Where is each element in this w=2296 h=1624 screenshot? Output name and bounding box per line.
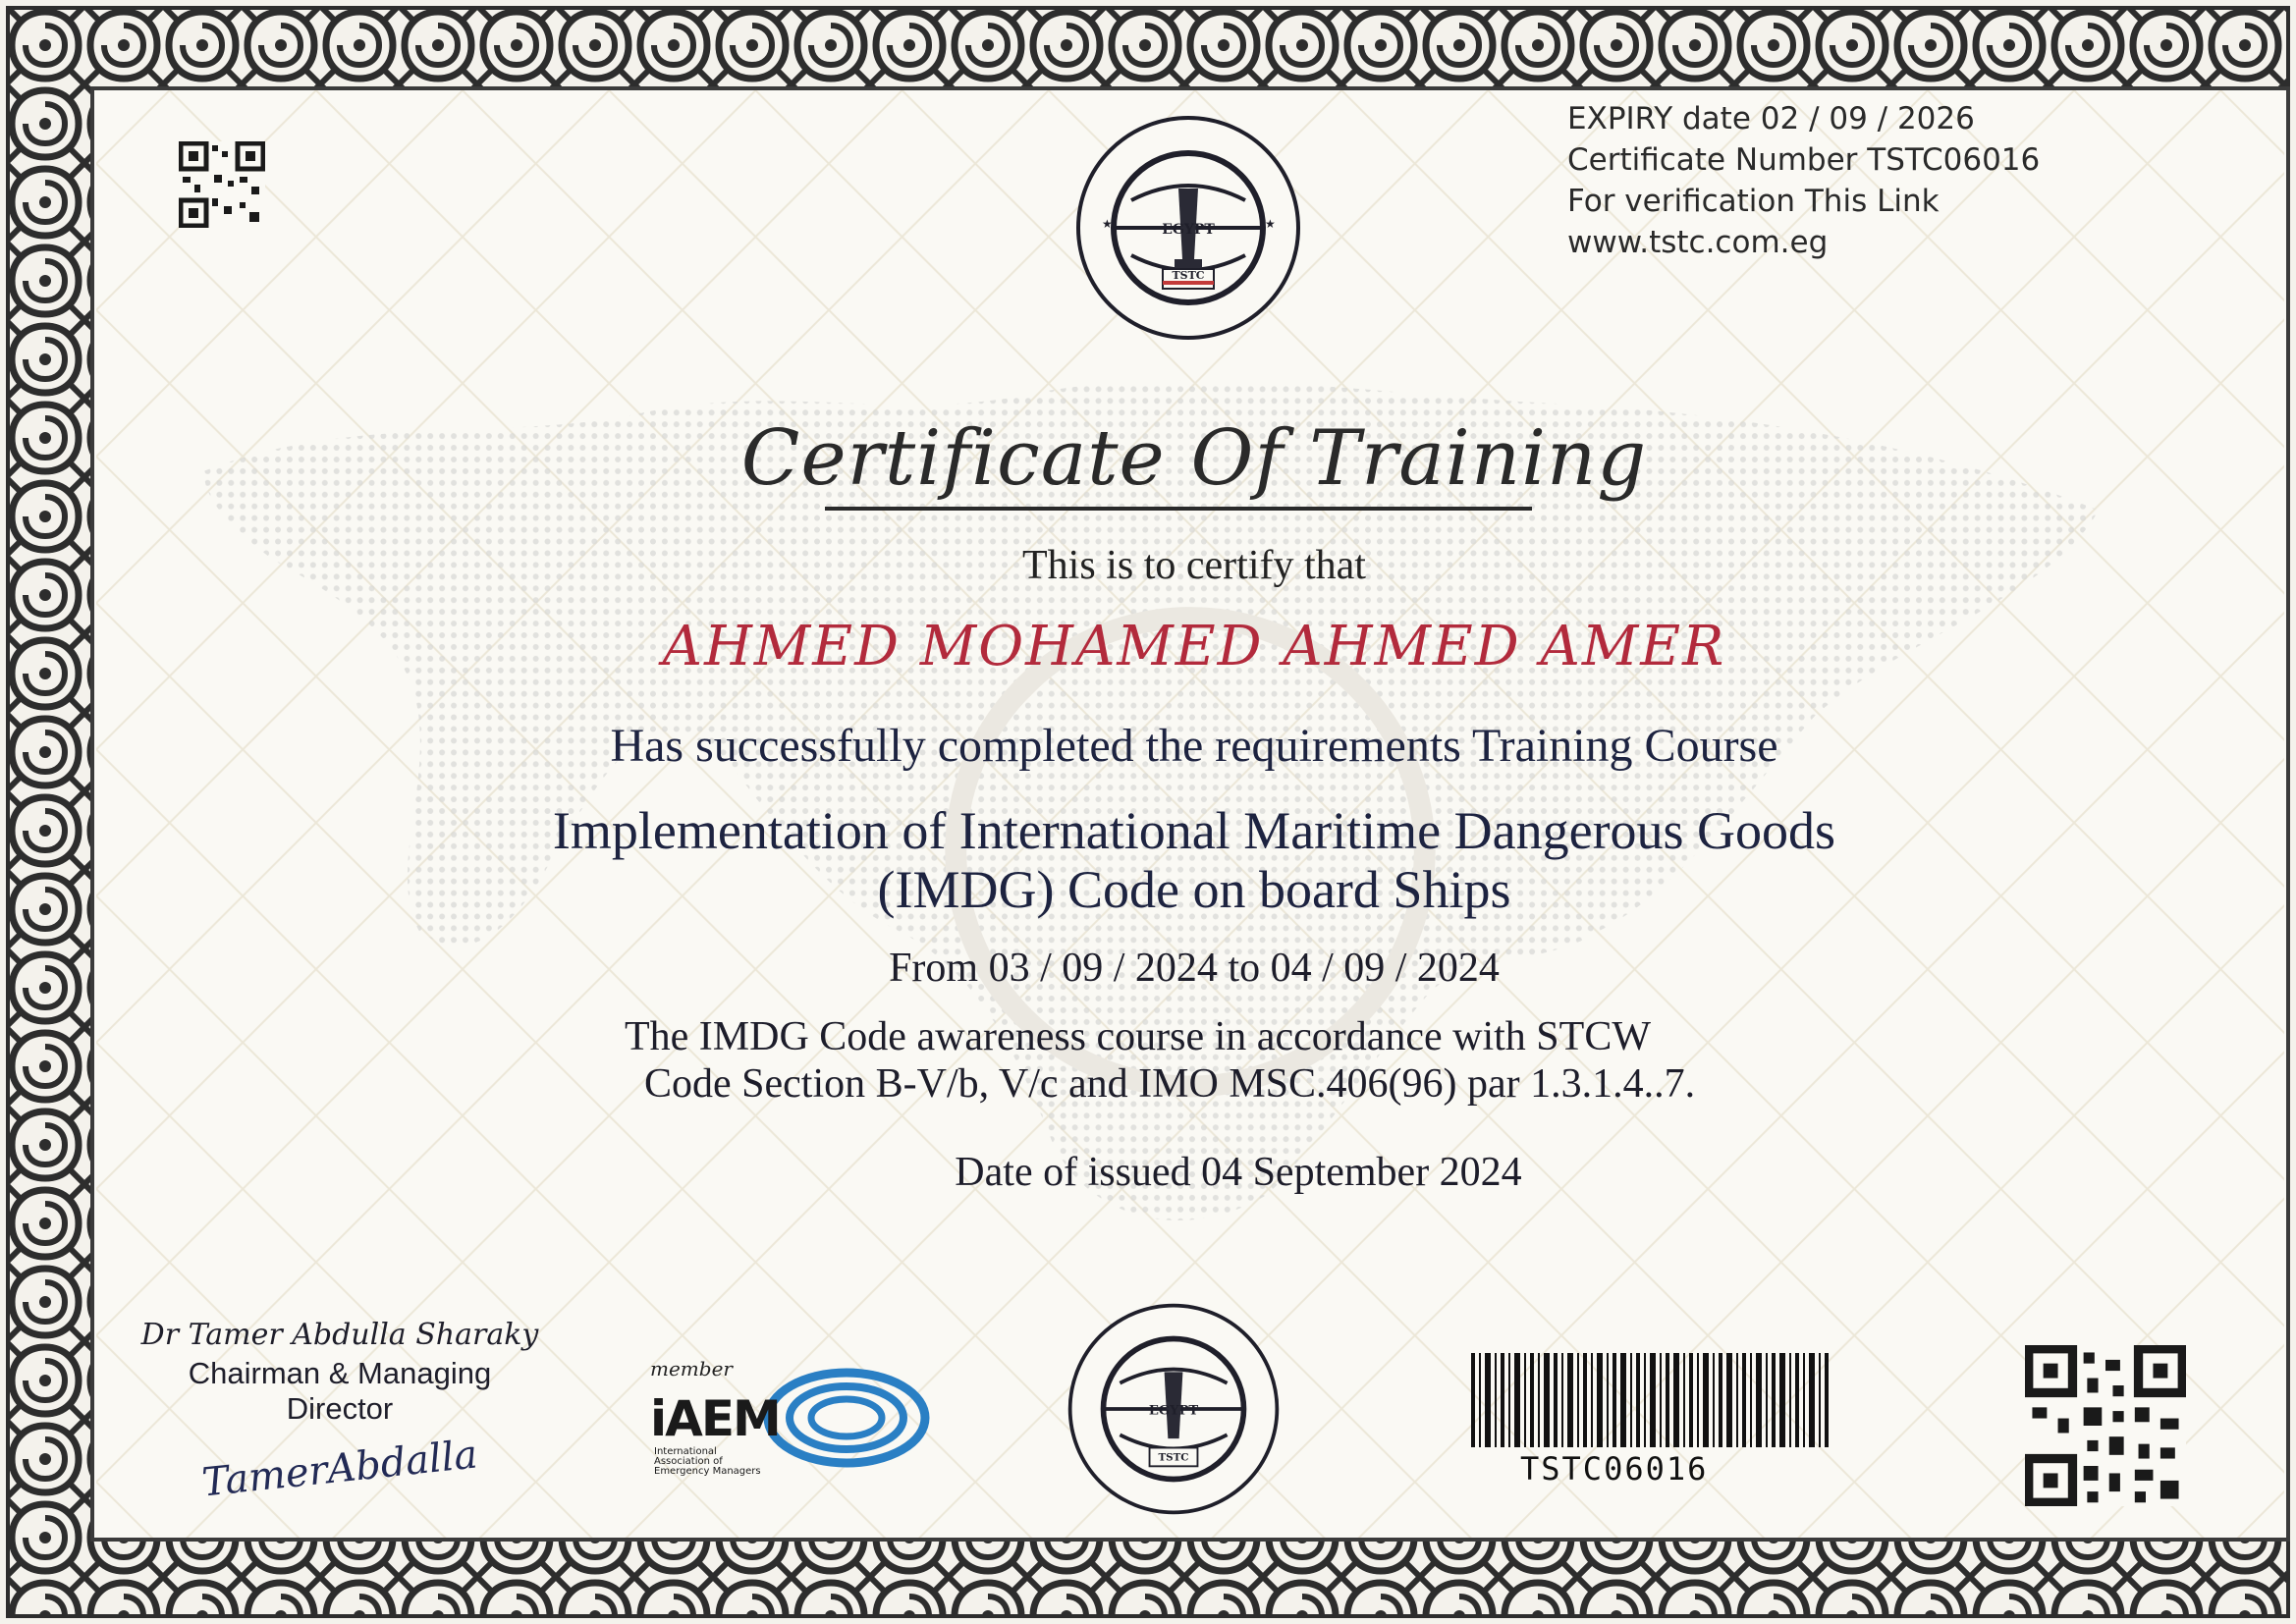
course-line-1: Implementation of International Maritime Dangerous Goods [552,801,1836,860]
iaem-fullname: International Association of Emergency Managers [654,1446,761,1477]
completed-text: Has successfully completed the requirements Training Course [610,720,1778,772]
recipient-name: AHMED MOHAMED AHMED AMER [662,615,1726,678]
seal-logo-bottom [1065,1300,1283,1518]
certificate-title: Certificate Of Training [740,414,1648,503]
certify-text: This is to certify that [1022,543,1366,588]
svg-text:★: ★ [1265,217,1276,231]
member-label: member [650,1357,733,1380]
signer-name: Dr Tamer Abdulla Sharaky [140,1318,539,1352]
seal-abbr: TSTC [1172,269,1205,282]
barcode-text: TSTC06016 [1520,1450,1709,1488]
note-line-1: The IMDG Code awareness course in accordance with STCW [625,1014,1651,1059]
note-line-2: Code Section B-V/b, V/c and IMO MSC.406(96) par 1.3.1.4..7. [644,1061,1696,1107]
seal-logo [1072,112,1304,344]
qr-code-icon[interactable] [179,141,265,228]
seal-country: EGYPT [1162,222,1215,238]
verification-link[interactable]: www.tstc.com.eg [1567,225,1829,260]
signature-block [134,1318,546,1506]
course-title [94,801,2290,919]
title-underline [825,507,1532,511]
qr-code-icon-bottom[interactable] [2025,1345,2186,1506]
course-dates: From 03 / 09 / 2024 to 04 / 09 / 2024 [889,946,1500,991]
svg-text:EGYPT: EGYPT [1148,1403,1199,1419]
signer-title: Chairman & Managing Director [188,1356,492,1426]
barcode [1471,1353,1831,1488]
iaem-wordmark: iAEM [650,1390,780,1447]
certificate-panel [90,86,2290,1542]
svg-text:TSTC: TSTC [1158,1451,1189,1464]
course-note [625,1013,1695,1108]
verification-label: For verification This Link [1567,184,1940,219]
certificate-number: Certificate Number TSTC06016 [1567,142,2041,178]
header-meta [1567,98,2040,263]
issued-date: Date of issued 04 September 2024 [955,1150,1522,1195]
iaem-logo [650,1357,935,1475]
expiry-date: EXPIRY date 02 / 09 / 2026 [1567,101,1975,136]
title-block [94,414,2290,503]
svg-text:★: ★ [1102,217,1113,231]
barcode-bars [1471,1353,1831,1447]
course-line-2: (IMDG) Code on board Ships [877,860,1511,919]
handwritten-signature: TamerAbdalla [199,1432,480,1506]
